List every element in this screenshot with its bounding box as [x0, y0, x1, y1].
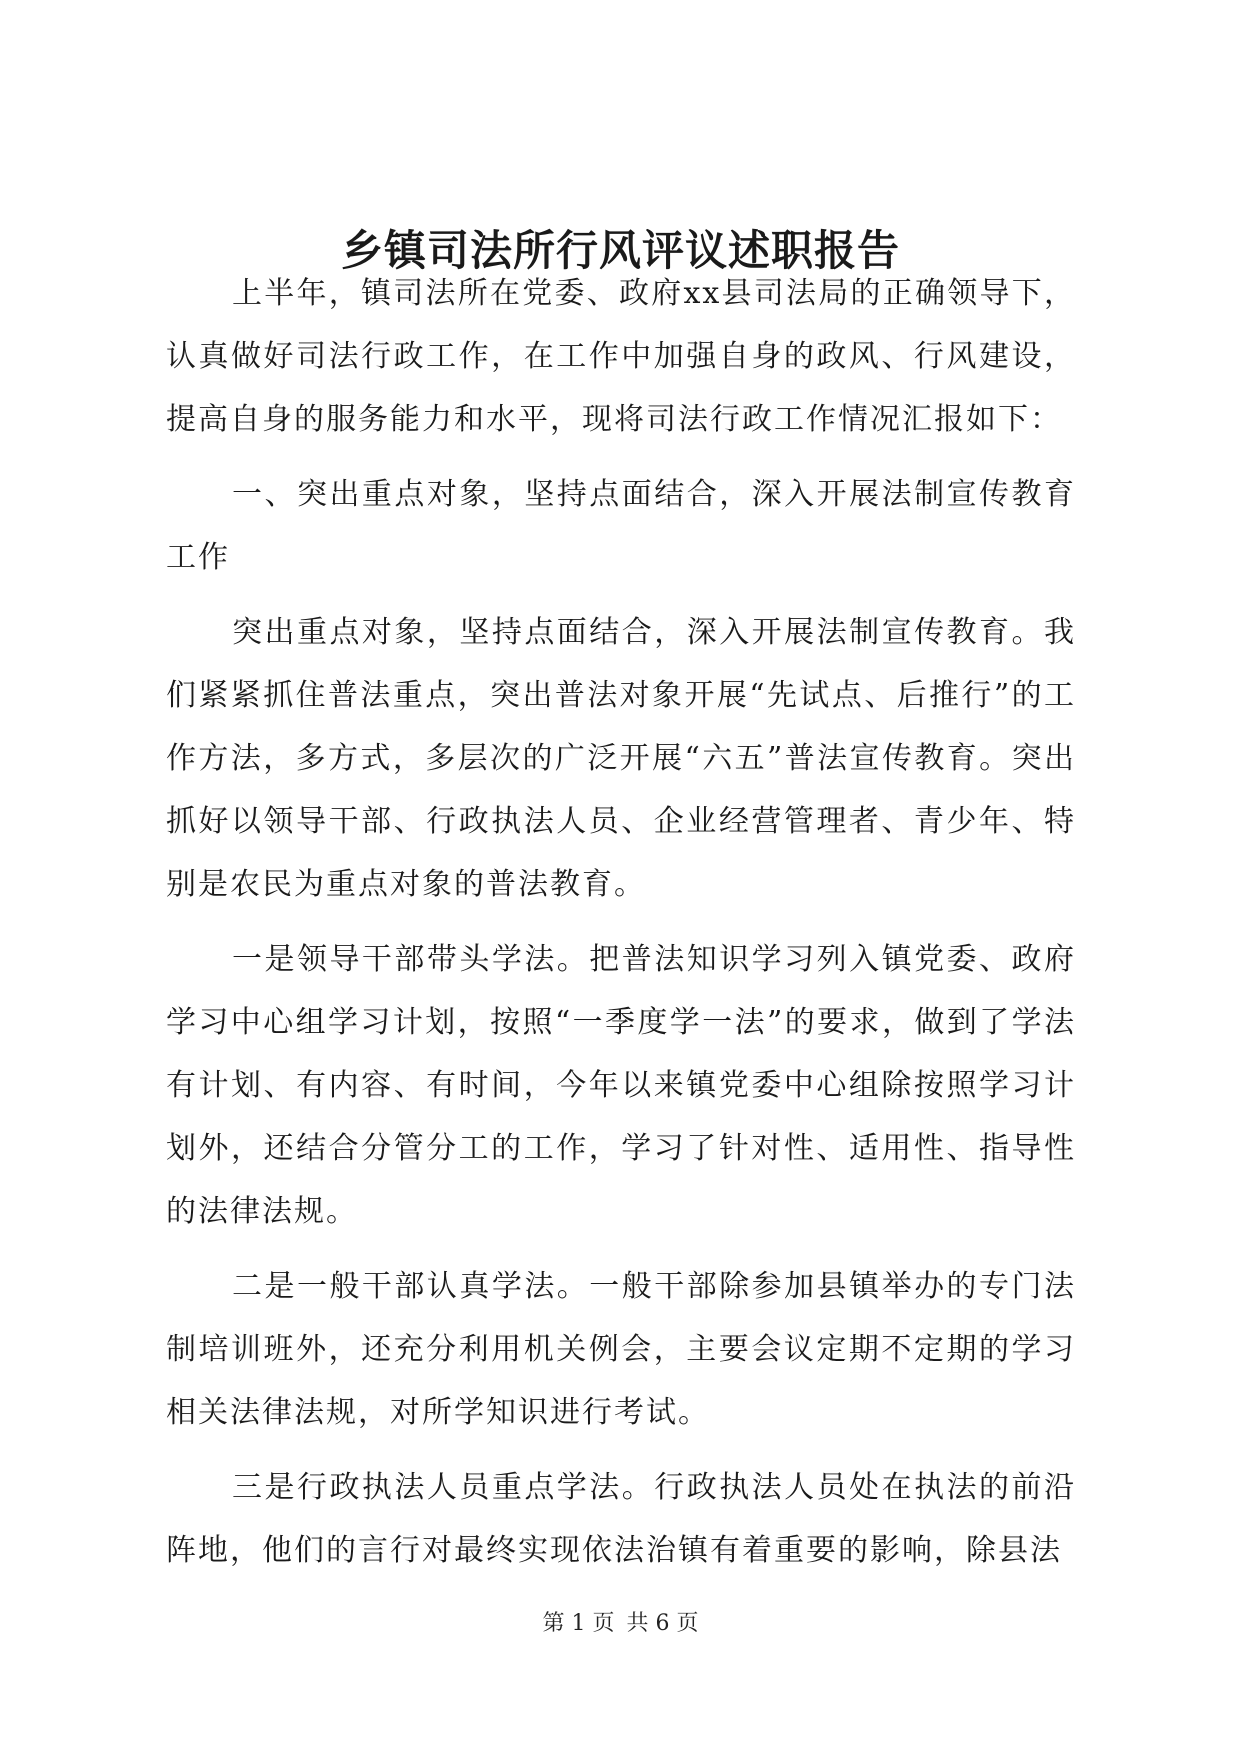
- paragraph-overview: 突出重点对象，坚持点面结合，深入开展法制宣传教育。我们紧紧抓住普法重点，突出普法对象开展“先试点、后推行”的工作方法，多方式，多层次的广泛开展“六五”普法宣传教育。突出抓好以领导干部、行政执法人员、企业经营管理者、青少年、特别是农民为重点对象的普法教育。: [166, 615, 1076, 902]
- page-number: 第 1 页: [542, 1611, 615, 1636]
- document-title: 乡镇司法所行风评议述职报告: [340, 226, 900, 275]
- paragraph-point-3: 三是行政执法人员重点学法。行政执法人员处在执法的前沿阵地，他们的言行对最终实现依法治镇有着重要的影响，除县法: [166, 1470, 1076, 1568]
- document-body: [166, 262, 1076, 1594]
- paragraph-point-1: 一是领导干部带头学法。把普法知识学习列入镇党委、政府学习中心组学习计划，按照“一季度学一法”的要求，做到了学法有计划、有内容、有时间，今年以来镇党委中心组除按照学习计划外，还结合分管分工的工作，学习了针对性、适用性、指导性的法律法规。: [166, 942, 1076, 1229]
- page-total: 共 6 页: [626, 1611, 699, 1636]
- paragraph-point-2: 二是一般干部认真学法。一般干部除参加县镇举办的专门法制培训班外，还充分利用机关例会，主要会议定期不定期的学习相关法律法规，对所学知识进行考试。: [166, 1269, 1076, 1430]
- paragraph-intro: 上半年，镇司法所在党委、政府xx县司法局的正确领导下，认真做好司法行政工作，在工作中加强自身的政风、行风建设，提高自身的服务能力和水平，现将司法行政工作情况汇报如下：: [166, 276, 1076, 437]
- page-footer: [0, 1606, 1241, 1637]
- section-heading-1: 一、突出重点对象，坚持点面结合，深入开展法制宣传教育工作: [166, 477, 1076, 575]
